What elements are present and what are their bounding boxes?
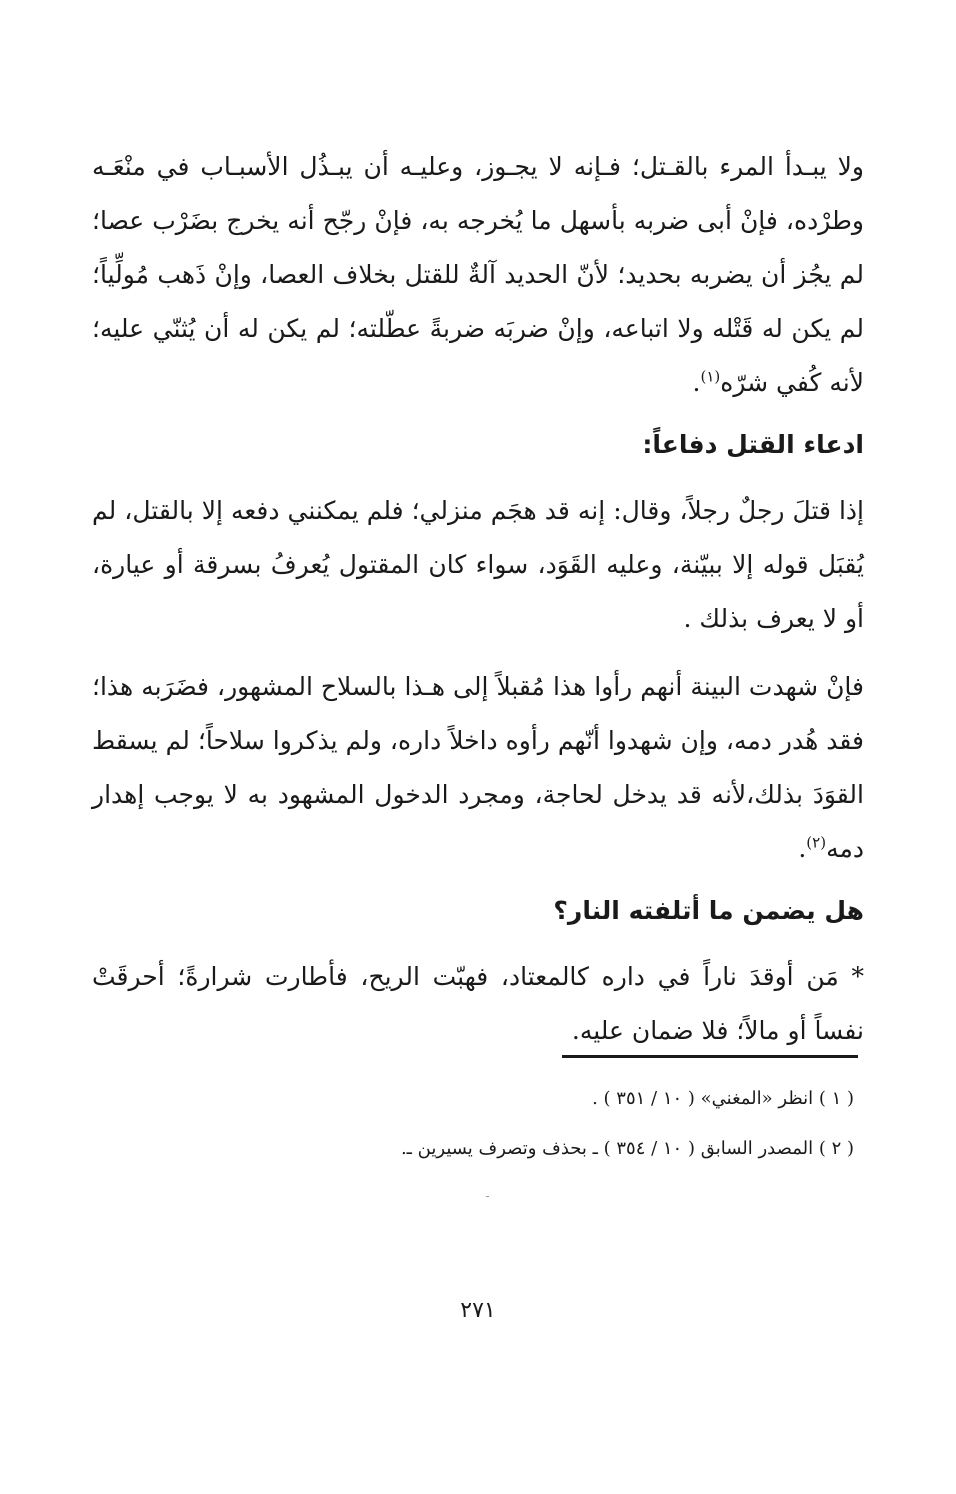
paragraph-witness-evidence <box>92 660 864 876</box>
footnotes <box>200 1074 854 1174</box>
paragraph-fire-liability: * مَن أوقدَ ناراً في داره كالمعتاد، فهبّت الريح، فأطارت شرارةً؛ أحرقَتْ نفساً أو مالاً؛ فلا ضمان عليه. <box>92 962 864 1045</box>
footnote-2: ( ٢ ) المصدر السابق ( ١٠ / ٣٥٤ ) ـ بحذف وتصرف يسيرين ـ. <box>400 1138 854 1159</box>
scan-speck <box>486 1196 489 1197</box>
footnote-1: ( ١ ) انظر «المغني» ( ١٠ / ٣٥١ ) . <box>592 1088 854 1109</box>
footnote-ref-2: (٢) <box>806 833 827 852</box>
paragraph-defense-against-intruder <box>92 140 864 410</box>
footnote-ref-1: (١) <box>700 367 721 386</box>
paragraph-text: ولا يبـدأ المرء بالقـتل؛ فـإنه لا يجـوز، وعليـه أن يبـذُل الأسبـاب في منْعَـه وطرْده، فإنْ أبى ضربه بأسهل ما يُخرجه به، فإنْ رجّح أنه يخرج بضَرْب عصا؛ لم يجُز أن يضربه بحديد؛ لأنّ الحديد آلةٌ للقتل بخلاف العصا، وإنْ ذَهب مُولِّياً؛ لم يكن له قَتْله ولا اتباعه، وإنْ ضربَه ضربةً عطّلته؛ لم يكن له أن يُثنّي عليه؛ لأنه كُفي شرّه <box>92 152 864 397</box>
main-text <box>92 140 864 1058</box>
paragraph-text: فإنْ شهدت البينة أنهم رأوا هذا مُقبلاً إلى هـذا بالسلاح المشهور، فضَرَبه هذا؛ فقد هُدر دمه، وإن شهدوا أنّهم رأوه داخلاً داره، ولم يذكروا سلاحاً؛ لم يسقط القوَدَ بذلك،لأنه قد يدخل لحاجة، ومجرد الدخول المشهود به لا يوجب إهدار دمه <box>92 672 864 863</box>
paragraph-end: . <box>798 834 807 863</box>
paragraph-gap <box>92 646 864 660</box>
paragraph-killing-claim: إذا قتلَ رجلٌ رجلاً، وقال: إنه قد هجَم منزلي؛ فلم يمكنني دفعه إلا بالقتل، لم يُقبَل قوله إلا ببيّنة، وعليه القَوَد، سواء كان المقتول يُعرفُ بسرقة أو عيارة، أو لا يعرف بذلك . <box>92 496 864 633</box>
page-number: ٢٧١ <box>460 1298 496 1323</box>
section-heading-self-defense-claim: ادعاء القتل دفاعاً: <box>642 430 864 459</box>
paragraph-end: . <box>692 368 701 397</box>
footnote-separator <box>562 1055 858 1058</box>
section-heading-fire-liability: هل يضمن ما أتلفته النار؟ <box>553 896 864 925</box>
